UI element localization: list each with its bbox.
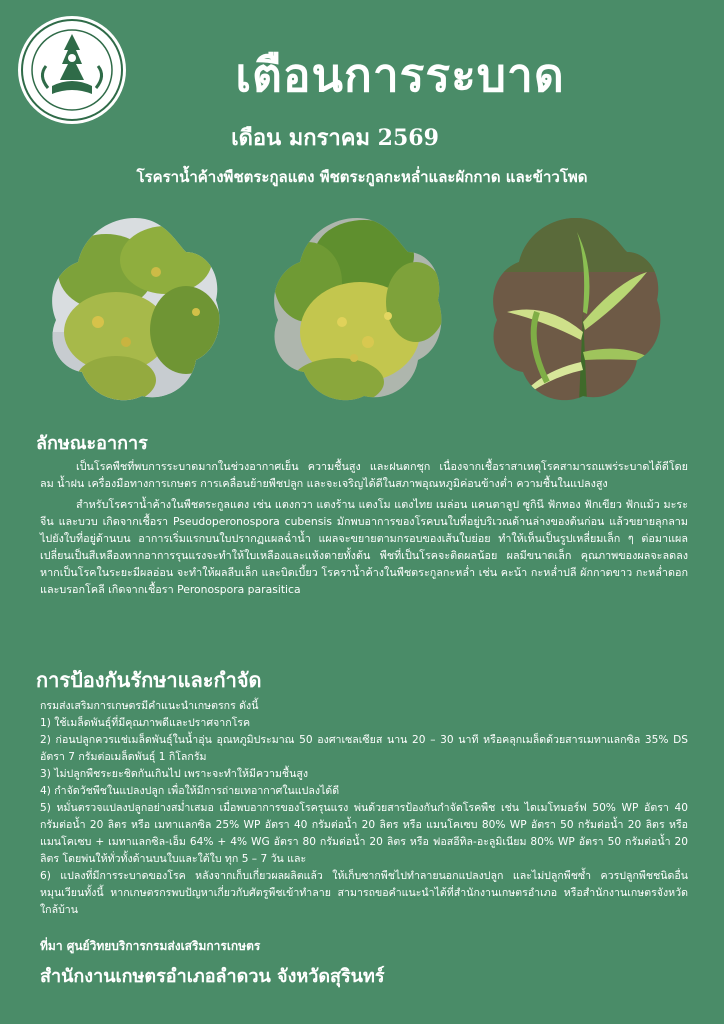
- photo-cucurbit-leaf: [46, 212, 224, 406]
- photo-cucumber-leaf: [268, 212, 446, 406]
- prevention-list: [40, 698, 688, 919]
- department-seal-logo: [18, 16, 126, 124]
- prevention-heading: การป้องกันรักษาและกำจัด: [36, 668, 262, 692]
- prevention-item-5: 5) หมั่นตรวจแปลงปลูกอย่างสม่ำเสมอ เมื่อพบอาการของโรครุนแรง พ่นด้วยสารป้องกันกำจัดโรคพืช เช่น ไดเมโทมอร์ฟ 50% WP อัตรา 40 กรัมต่อน้ำ 20 ลิตร หรือ เมทาแลกซิล 25% WP อัตรา 40 กรัมต่อน้ำ 20 ลิตร หรือ แมนโคเซบ 80% WP อัตรา 50 กรัมต่อน้ำ 20 ลิตร หรือ แมนโคเซบ + เมทาแลกซิล-เอ็ม 64% + 4% WG อัตรา 80 กรัมต่อน้ำ 20 ลิตร หรือ ฟอสอีทิล-อะลูมิเนียม 80% WP อัตรา 50 กรัมต่อน้ำ 20 ลิตร โดยพ่นให้ทั่วทั้งด้านบนใบและใต้ใบ ทุก 5 – 7 วัน และ: [40, 802, 688, 865]
- prevention-intro: กรมส่งเสริมการเกษตรมีคำแนะนำเกษตรกร ดังนี้: [40, 700, 259, 712]
- page-title: เตือนการระบาด: [235, 48, 565, 102]
- symptoms-body: [40, 458, 688, 598]
- corn-plant-photo-icon: [487, 212, 665, 406]
- office-name: สำนักงานเกษตรอำเภอลำดวน จังหวัดสุรินทร์: [40, 966, 385, 987]
- cucumber-leaf-photo-icon: [268, 212, 446, 406]
- prevention-item-4: 4) กำจัดวัชพืชในแปลงปลูก เพื่อให้มีการถ่ายเทอากาศในแปลงได้ดี: [40, 785, 340, 797]
- seal-icon: [18, 16, 126, 124]
- symptoms-paragraph-1: เป็นโรคพืชที่พบการระบาดมากในช่วงอากาศเย็น ความชื้นสูง และฝนตกชุก เนื่องจากเชื้อราสาเหตุโรคสามารถแพร่ระบาดได้ดีโดย ลม น้ำฝน เครื่องมือทางการเกษตร การเคลื่อนย้ายพืชปลูก และจะเจริญได้ดีในสภาพอุณหภูมิค่อนข้างต่ำ ความชื้นในแปลงสูง: [40, 460, 688, 490]
- disease-subtitle: โรคราน้ำค้างพืชตระกูลแตง พืชตระกูลกะหล่ำและผักกาด และข้าวโพด: [136, 168, 588, 186]
- prevention-item-3: 3) ไม่ปลูกพืชระยะชิดกันเกินไป เพราะจะทำให้มีความชื้นสูง: [40, 768, 308, 780]
- cucurbit-leaf-photo-icon: [46, 212, 224, 406]
- prevention-item-2: 2) ก่อนปลูกควรแช่เมล็ดพันธุ์ในน้ำอุ่น อุณหภูมิประมาณ 50 องศาเซลเซียส นาน 20 – 30 นาที หรือคลุกเมล็ดด้วยสารเมทาแลกซิล 35% DS อัตรา 7 กรัมต่อเมล็ดพันธุ์ 1 กิโลกรัม: [40, 734, 688, 763]
- source-credit: ที่มา ศูนย์วิทยบริการกรมส่งเสริมการเกษตร: [40, 939, 261, 953]
- symptoms-heading: ลักษณะอาการ: [36, 433, 148, 454]
- photo-corn-plant: [487, 212, 665, 406]
- month-label: เดือน มกราคม 2569: [231, 125, 439, 151]
- symptoms-paragraph-2: สำหรับโรคราน้ำค้างในพืชตระกูลแตง เช่น แตงกวา แตงร้าน แตงโม แตงไทย เมล่อน แคนตาลูป ซูกินี ฟักทอง ฟักเขียว ฟักแม้ว มะระจีน และบวบ เกิดจากเชื้อรา Pseudoperonospora cubensis มักพบอาการของโรคบนใบที่อยู่บริเวณด้านล่างของต้นก่อน แล้วขยายลุกลามไปยังใบที่อยู่ด้านบน อาการเริ่มแรกบนใบปรากฏแผลฉ่ำน้ำ แผลจะขยายตามกรอบของเส้นใบย่อย ทำให้เห็นเป็นรูปเหลี่ยมเล็ก ๆ ต่อมาแผลเปลี่ยนเป็นสีเหลืองหากอาการรุนแรงจะทำให้ใบเหลืองและแห้งตายทั้งต้น พืชที่เป็นโรคจะติดผลน้อย ผลมีขนาดเล็ก คุณภาพของผลจะลดลง หากเป็นโรคในระยะมีผลอ่อน จะทำให้ผลลีบเล็ก และบิดเบี้ยว โรคราน้ำค้างในพืชตระกูลกะหล่ำ เช่น คะน้า กะหล่ำปลี ผักกาดขาว กะหล่ำดอก และบรอกโคลี เกิดจากเชื้อรา Peronospora parasitica: [40, 498, 688, 596]
- prevention-item-1: 1) ใช้เมล็ดพันธุ์ที่มีคุณภาพดีและปราศจากโรค: [40, 717, 251, 729]
- prevention-item-6: 6) แปลงที่มีการระบาดของโรค หลังจากเก็บเกี่ยวผลผลิตแล้ว ให้เก็บซากพืชไปทำลายนอกแปลงปลูก และไม่ปลูกพืชซ้ำ ควรปลูกพืชชนิดอื่นหมุนเวียนทั้งนี้ หากเกษตรกรพบปัญหาเกี่ยวกับศัตรูพืชเข้าทำลาย สามารถขอคำแนะนำได้ที่สำนักงานเกษตรอำเภอ หรือสำนักงานเกษตรจังหวัดใกล้บ้าน: [40, 870, 688, 916]
